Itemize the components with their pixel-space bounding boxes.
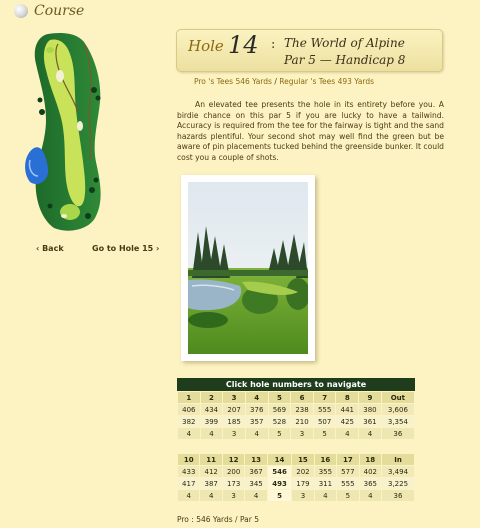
hole-number: 14 xyxy=(228,31,259,59)
pro-yards-in: 3,494 xyxy=(382,466,415,478)
regular-yards: 185 xyxy=(223,416,246,428)
back-link[interactable]: ‹ Back xyxy=(36,244,64,253)
back-nine-table xyxy=(177,453,415,502)
regular-yards: 345 xyxy=(245,478,267,490)
hole-prefix: Hole xyxy=(188,37,224,55)
par-value: 3 xyxy=(292,490,314,502)
par-value: 5 xyxy=(313,428,336,440)
front-holes-row xyxy=(178,392,415,404)
par-value: 4 xyxy=(200,490,222,502)
regular-yards-out: 3,354 xyxy=(381,416,414,428)
par-value: 4 xyxy=(200,428,223,440)
hole-link-7[interactable]: 7 xyxy=(313,392,336,404)
par-value-current: 5 xyxy=(267,490,291,502)
front-regular-row xyxy=(178,416,415,428)
hole-name: The World of Alpine xyxy=(284,36,405,50)
par-value: 4 xyxy=(336,428,359,440)
hole-map xyxy=(20,30,120,235)
pro-yards: 355 xyxy=(314,466,336,478)
back-pro-row xyxy=(178,466,415,478)
pro-yards: 207 xyxy=(223,404,246,416)
pro-yards: 202 xyxy=(292,466,314,478)
regular-yards: 555 xyxy=(337,478,359,490)
regular-tees: Regular 's Tees 493 Yards xyxy=(279,77,375,86)
tee-separator: / xyxy=(274,77,277,86)
regular-yards: 382 xyxy=(178,416,201,428)
hole-title-banner xyxy=(176,29,443,72)
scorecard-nav-title: Click hole numbers to navigate xyxy=(177,378,415,391)
par-value: 5 xyxy=(268,428,291,440)
par-value: 4 xyxy=(245,490,267,502)
regular-yards: 417 xyxy=(178,478,200,490)
hole-link-16[interactable]: 16 xyxy=(314,454,336,466)
pro-yards: 406 xyxy=(178,404,201,416)
hole-photo-image xyxy=(188,182,308,354)
back-par-row xyxy=(178,490,415,502)
regular-yards: 365 xyxy=(359,478,381,490)
regular-yards: 507 xyxy=(313,416,336,428)
pro-yards: 380 xyxy=(359,404,382,416)
pro-yards: 376 xyxy=(245,404,268,416)
hole-link-5[interactable]: 5 xyxy=(268,392,291,404)
pro-yards-current: 546 xyxy=(267,466,291,478)
hole-link-11[interactable]: 11 xyxy=(200,454,222,466)
front-pro-row xyxy=(178,404,415,416)
par-value: 4 xyxy=(359,428,382,440)
pro-yards: 412 xyxy=(200,466,222,478)
par-value: 3 xyxy=(291,428,314,440)
pro-yards: 434 xyxy=(200,404,223,416)
next-hole-link[interactable]: Go to Hole 15 › xyxy=(92,244,160,253)
pro-yards: 433 xyxy=(178,466,200,478)
golf-ball-icon xyxy=(14,4,28,18)
hole-link-1[interactable]: 1 xyxy=(178,392,201,404)
hole-colon: : xyxy=(271,37,276,52)
site-title: Course xyxy=(34,3,85,19)
hole-link-6[interactable]: 6 xyxy=(291,392,314,404)
hole-link-10[interactable]: 10 xyxy=(178,454,200,466)
regular-yards: 399 xyxy=(200,416,223,428)
pro-yards: 402 xyxy=(359,466,381,478)
pro-yards: 441 xyxy=(336,404,359,416)
hole-description: An elevated tee presents the hole in its entirety before you. A birdie chance on this par 5 if you are lucky to have a tailwind. Accuracy is required from the tee for the fairway is tight and the sand hazards plentiful. Your second shot may well find the green but be aware of pin placements tucked behind the greenside bunker. It could cost you a couple of shots. xyxy=(177,100,444,162)
par-in: 36 xyxy=(382,490,415,502)
hole-link-17[interactable]: 17 xyxy=(337,454,359,466)
hole-link-4[interactable]: 4 xyxy=(245,392,268,404)
regular-yards: 357 xyxy=(245,416,268,428)
hole-summary: Pro : 546 Yards / Par 5 xyxy=(177,515,259,524)
regular-yards: 361 xyxy=(359,416,382,428)
hole-link-3[interactable]: 3 xyxy=(223,392,246,404)
pro-yards: 577 xyxy=(337,466,359,478)
pro-yards: 238 xyxy=(291,404,314,416)
par-value: 4 xyxy=(178,490,200,502)
pro-yards-out: 3,606 xyxy=(381,404,414,416)
out-header: Out xyxy=(381,392,414,404)
tee-distances xyxy=(194,77,374,86)
regular-yards: 387 xyxy=(200,478,222,490)
hole-photo xyxy=(181,175,315,361)
hole-link-18[interactable]: 18 xyxy=(359,454,381,466)
regular-yards-in: 3,225 xyxy=(382,478,415,490)
par-value: 4 xyxy=(359,490,381,502)
front-nine-table xyxy=(177,391,415,440)
hole-link-2[interactable]: 2 xyxy=(200,392,223,404)
regular-yards: 210 xyxy=(291,416,314,428)
regular-yards: 179 xyxy=(292,478,314,490)
hole-link-12[interactable]: 12 xyxy=(222,454,244,466)
site-header xyxy=(14,2,84,20)
regular-yards: 311 xyxy=(314,478,336,490)
front-par-row xyxy=(178,428,415,440)
hole-link-15[interactable]: 15 xyxy=(292,454,314,466)
pro-tees: Pro 's Tees 546 Yards xyxy=(194,77,272,86)
par-value: 4 xyxy=(178,428,201,440)
pro-yards: 569 xyxy=(268,404,291,416)
hole-link-9[interactable]: 9 xyxy=(359,392,382,404)
hole-par-handicap: Par 5 — Handicap 8 xyxy=(284,53,406,67)
pro-yards: 367 xyxy=(245,466,267,478)
regular-yards: 528 xyxy=(268,416,291,428)
par-out: 36 xyxy=(381,428,414,440)
par-value: 4 xyxy=(245,428,268,440)
hole-link-14[interactable]: 14 xyxy=(267,454,291,466)
pro-yards: 200 xyxy=(222,466,244,478)
pro-yards: 555 xyxy=(313,404,336,416)
par-value: 5 xyxy=(337,490,359,502)
regular-yards-current: 493 xyxy=(267,478,291,490)
back-regular-row xyxy=(178,478,415,490)
back-holes-row xyxy=(178,454,415,466)
hole-link-13[interactable]: 13 xyxy=(245,454,267,466)
par-value: 4 xyxy=(314,490,336,502)
hole-link-8[interactable]: 8 xyxy=(336,392,359,404)
regular-yards: 425 xyxy=(336,416,359,428)
par-value: 3 xyxy=(222,490,244,502)
in-header: In xyxy=(382,454,415,466)
par-value: 3 xyxy=(223,428,246,440)
regular-yards: 173 xyxy=(222,478,244,490)
